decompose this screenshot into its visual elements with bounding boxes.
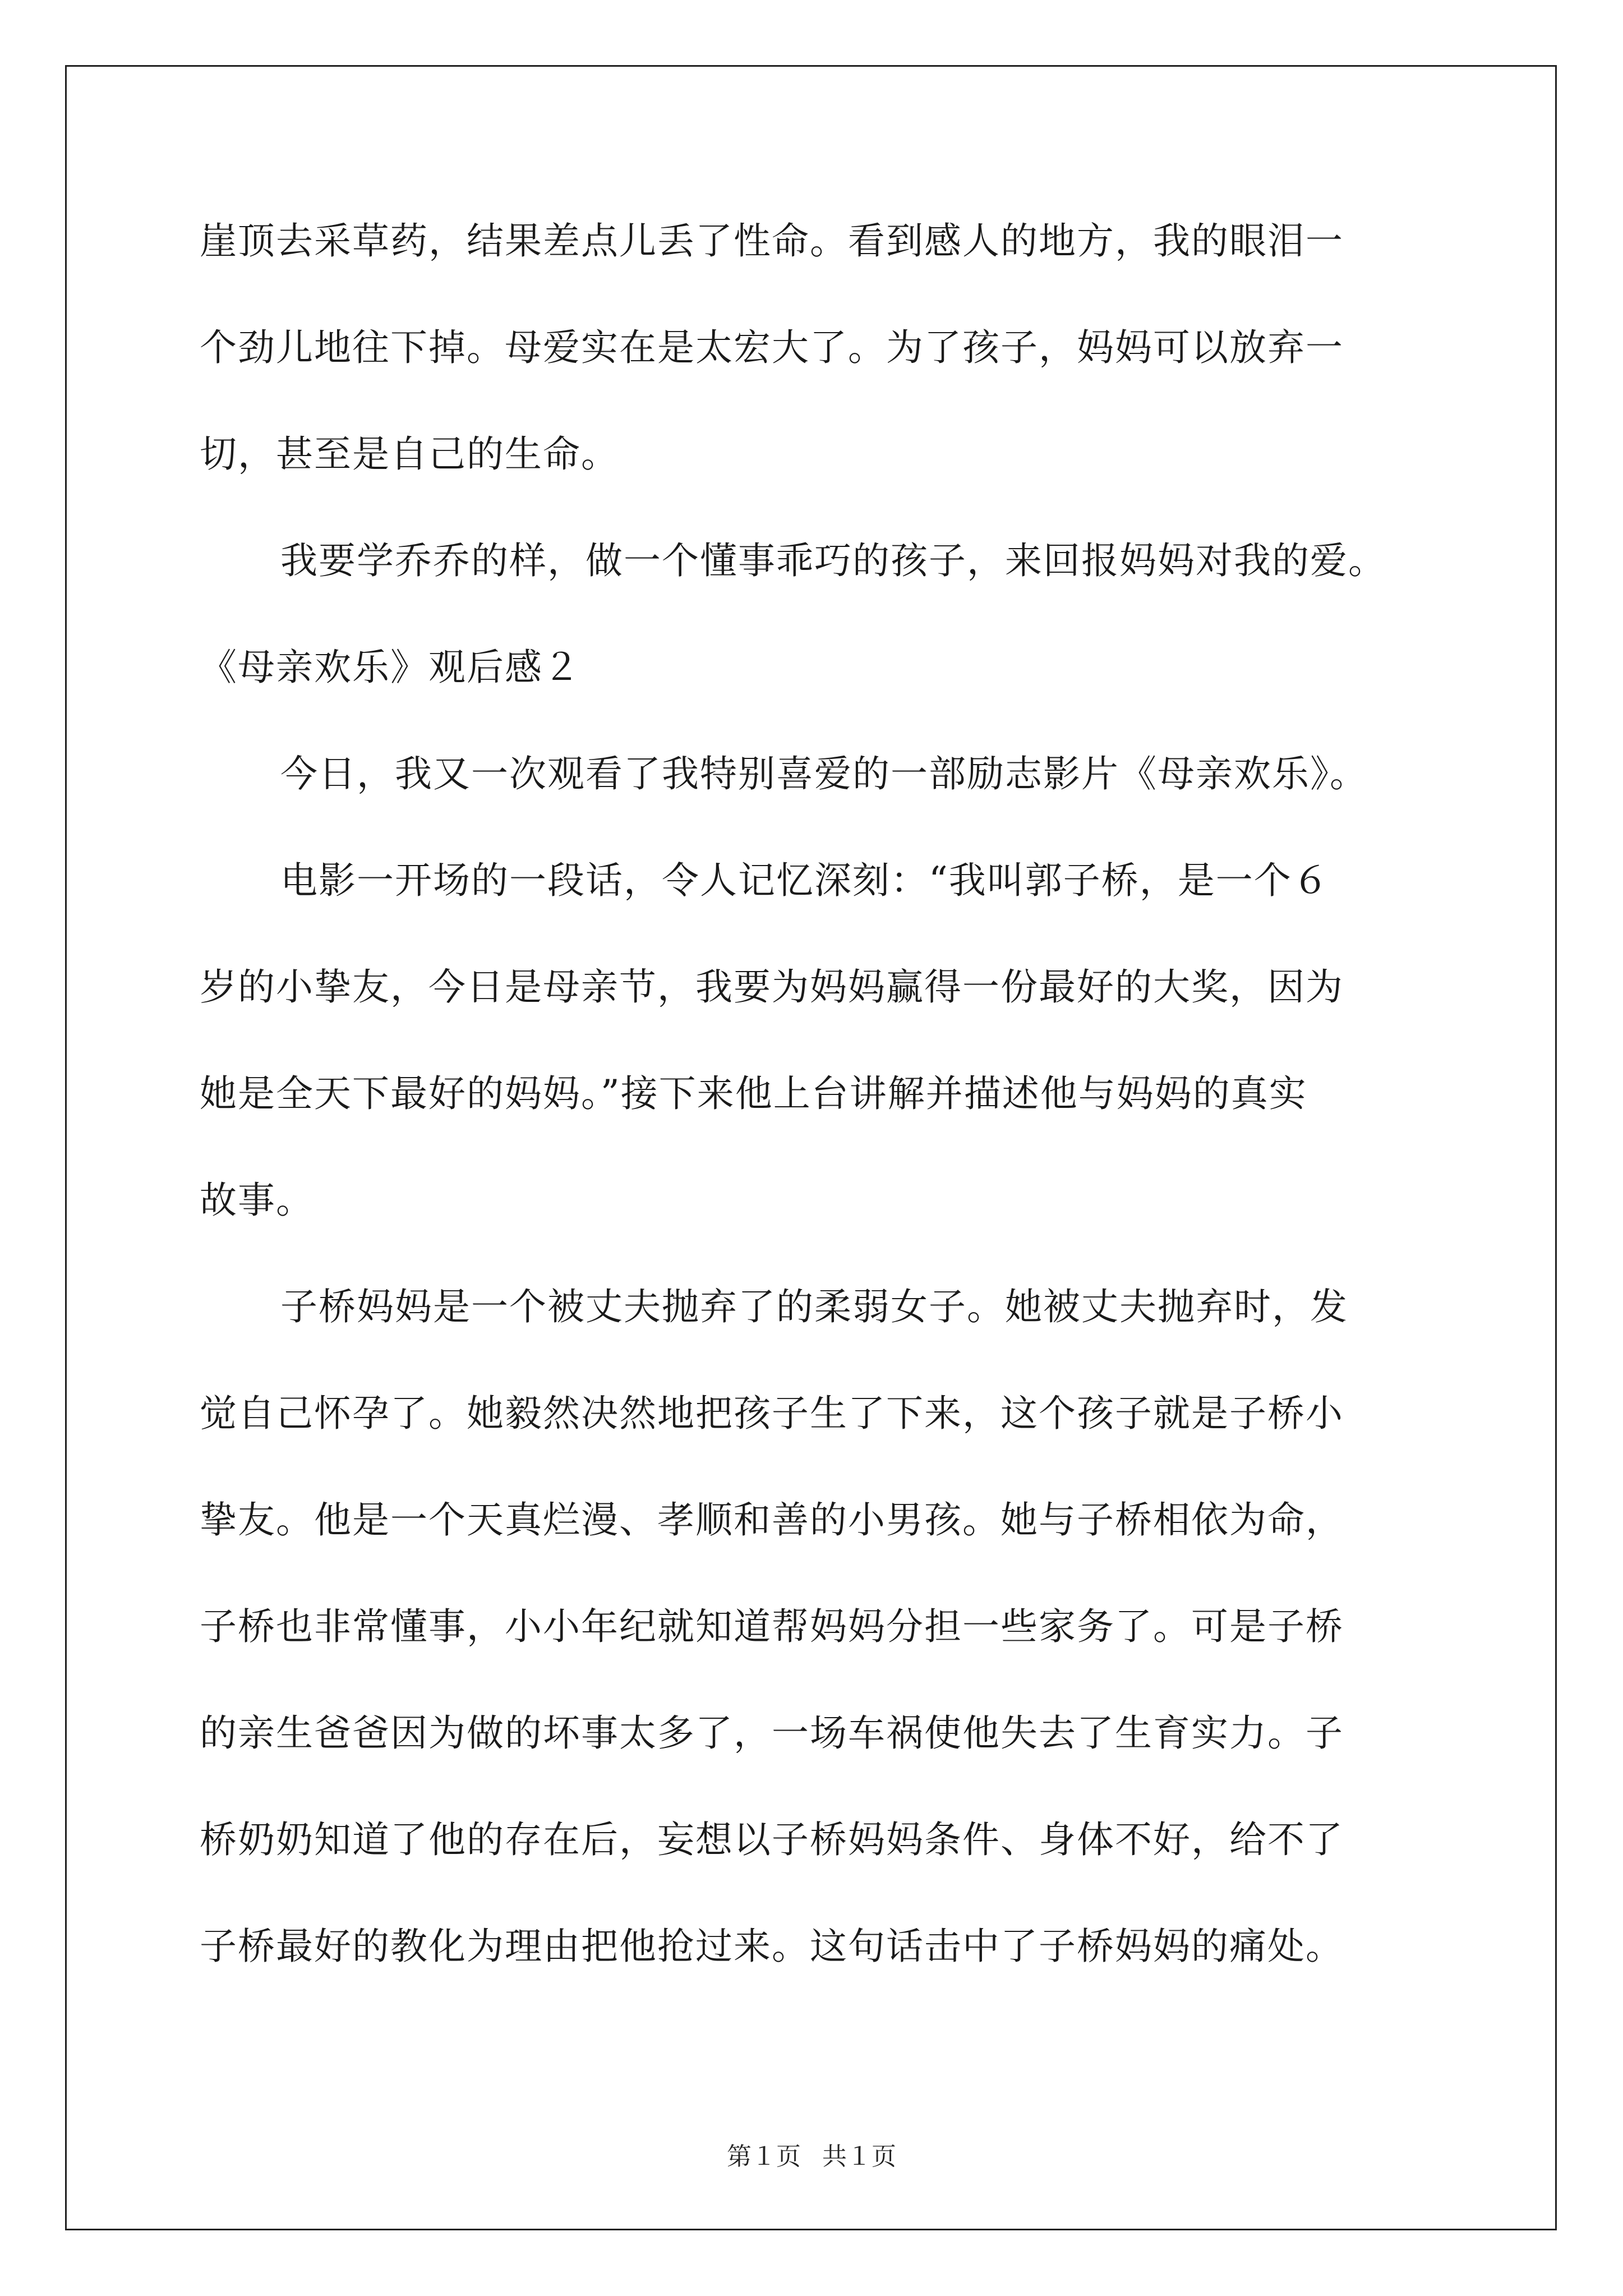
text-line: 挚友。他是一个天真烂漫、孝顺和善的小男孩。她与子桥相依为命， [200,1498,1344,1542]
paragraph-first-line: 电影一开场的一段话，令人记忆深刻：“我叫郭子桥，是一个６ [280,859,1330,902]
text-line: 崖顶去采草药，结果差点儿丢了性命。看到感人的地方，我的眼泪一 [200,219,1344,263]
text-line: 故事。 [200,1179,314,1222]
page-footer [0,2140,1623,2174]
text-line: 觉自己怀孕了。她毅然决然地把孩子生了下来，这个孩子就是子桥小 [200,1392,1344,1435]
page-number-current: 第１页 [727,2142,801,2171]
section-heading: 《母亲欢乐》观后感２ [200,646,581,689]
text-line: 她是全天下最好的妈妈。”接下来他上台讲解并描述他与妈妈的真实 [200,1072,1307,1115]
page-border [65,65,1557,2230]
text-line: 子桥最好的教化为理由把他抢过来。这句话击中了子桥妈妈的痛处。 [200,1925,1344,1968]
text-line: 岁的小挚友，今日是母亲节，我要为妈妈赢得一份最好的大奖，因为 [200,965,1344,1009]
paragraph-first-line: 子桥妈妈是一个被丈夫抛弃了的柔弱女子。她被丈夫抛弃时，发 [280,1285,1348,1328]
text-line: 子桥也非常懂事，小小年纪就知道帮妈妈分担一些家务了。可是子桥 [200,1605,1344,1648]
page-number-total: 共１页 [822,2142,896,2171]
text-line: 的亲生爸爸因为做的坏事太多了，一场车祸使他失去了生育实力。子 [200,1711,1344,1755]
paragraph-first-line: 今日，我又一次观看了我特别喜爱的一部励志影片《母亲欢乐》。 [280,752,1368,795]
text-line: 桥奶奶知道了他的存在后，妄想以子桥妈妈条件、身体不好，给不了 [200,1818,1344,1861]
paragraph-first-line: 我要学乔乔的样，做一个懂事乖巧的孩子，来回报妈妈对我的爱。 [280,539,1386,582]
text-line: 个劲儿地往下掉。母爱实在是太宏大了。为了孩子，妈妈可以放弃一 [200,326,1344,369]
text-line: 切，甚至是自己的生命。 [200,432,619,476]
